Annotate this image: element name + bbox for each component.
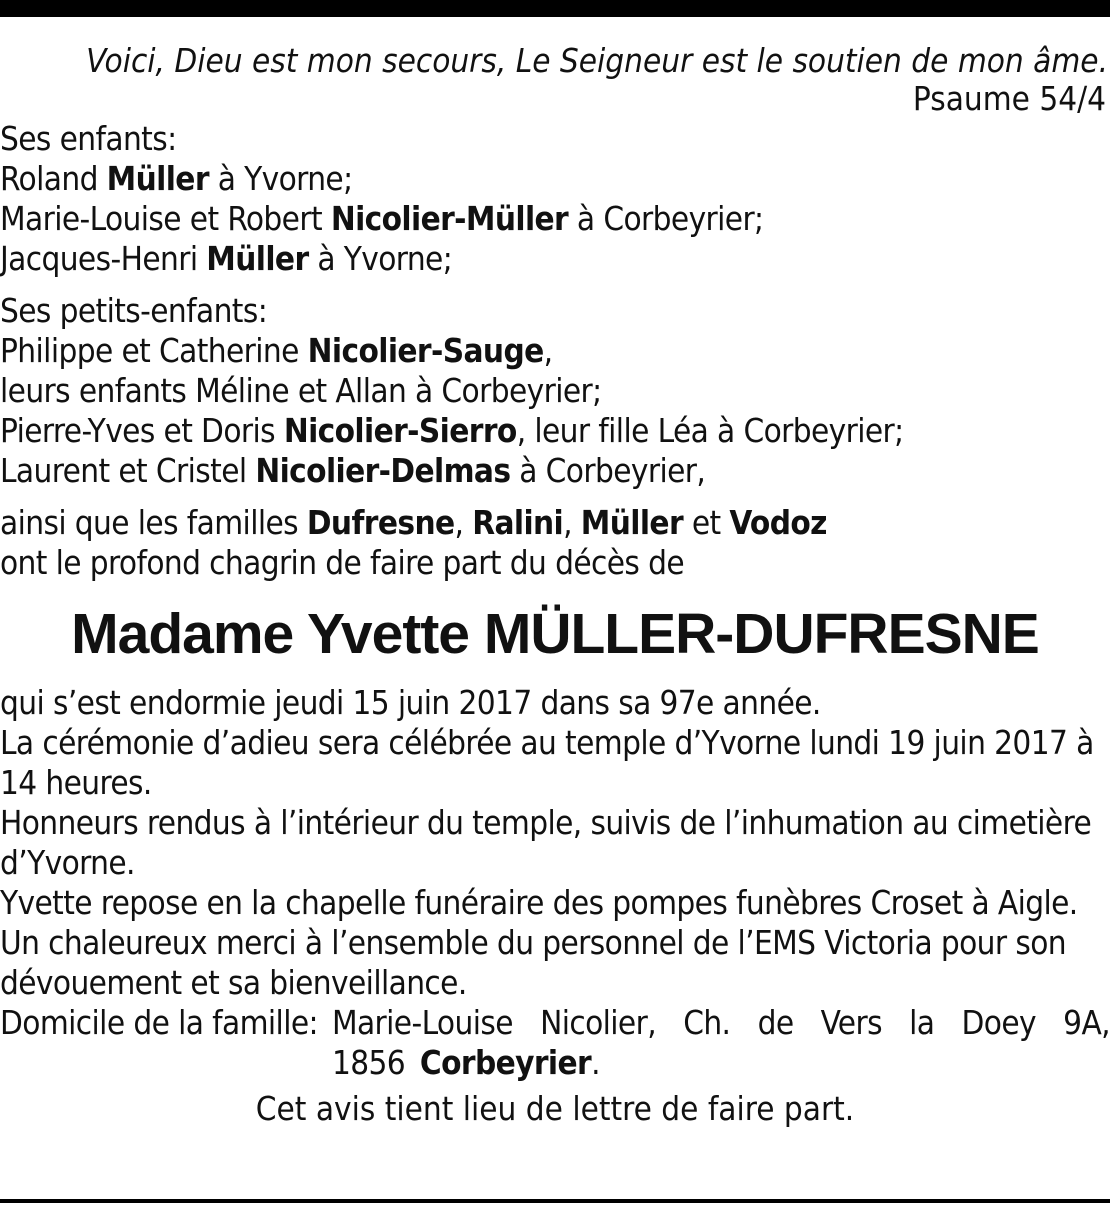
children-heading: Ses enfants: [0, 119, 177, 158]
details-line: qui s’est endormie jeudi 15 juin 2017 dans sa 97e année. [0, 683, 821, 722]
families-section [0, 503, 1110, 583]
grandchildren-line: Philippe et Catherine Nicolier-Sauge, [0, 331, 553, 370]
domicile-label: Domicile de la famille: [0, 1003, 318, 1042]
grandchildren-line: Pierre-Yves et Doris Nicolier-Sierro, leur fille Léa à Corbeyrier; [0, 411, 904, 450]
deceased-name: Madame Yvette MÜLLER-DUFRESNE [71, 602, 1039, 666]
details-line: Honneurs rendus à l’intérieur du temple, suivis de l’inhumation au cimetière d’Yvorne. [0, 803, 1092, 882]
family-domicile [0, 1003, 1110, 1083]
details-line: Un chaleureux merci à l’ensemble du personnel de l’EMS Victoria pour son dévouement et sa bienveillance. [0, 923, 1066, 1002]
closing-note: Cet avis tient lieu de lettre de faire part. [255, 1089, 855, 1128]
grandchildren-line: leurs enfants Méline et Allan à Corbeyrier; [0, 371, 602, 410]
verse-reference: Psaume 54/4 [912, 79, 1106, 118]
obituary-notice [0, 40, 1110, 1131]
bottom-rule [0, 1199, 1110, 1203]
children-line: Roland Müller à Yvorne; [0, 159, 353, 198]
bible-verse: Voici, Dieu est mon secours, Le Seigneur est le soutien de mon âme. [86, 41, 1108, 80]
details-line: Yvette repose en la chapelle funéraire des pompes funèbres Croset à Aigle. [0, 883, 1078, 922]
grandchildren-line: Laurent et Cristel Nicolier-Delmas à Corbeyrier, [0, 451, 706, 490]
families-line: ainsi que les familles Dufresne, Ralini, Müller et Vodoz [0, 503, 827, 542]
children-line: Marie-Louise et Robert Nicolier-Müller à Corbeyrier; [0, 199, 764, 238]
grandchildren-section [0, 291, 1110, 491]
details-section [0, 683, 1110, 1003]
announcement-line: ont le profond chagrin de faire part du décès de [0, 543, 685, 582]
top-rule [0, 0, 1110, 17]
children-line: Jacques-Henri Müller à Yvorne; [0, 239, 453, 278]
domicile-address: Marie-Louise Nicolier, Ch. de Vers la Doey 9A, 1856 Corbeyrier. [331, 1003, 1110, 1082]
grandchildren-heading: Ses petits-enfants: [0, 291, 268, 330]
details-line: La cérémonie d’adieu sera célébrée au temple d’Yvorne lundi 19 juin 2017 à 14 heures. [0, 723, 1094, 802]
children-section [0, 119, 1110, 279]
